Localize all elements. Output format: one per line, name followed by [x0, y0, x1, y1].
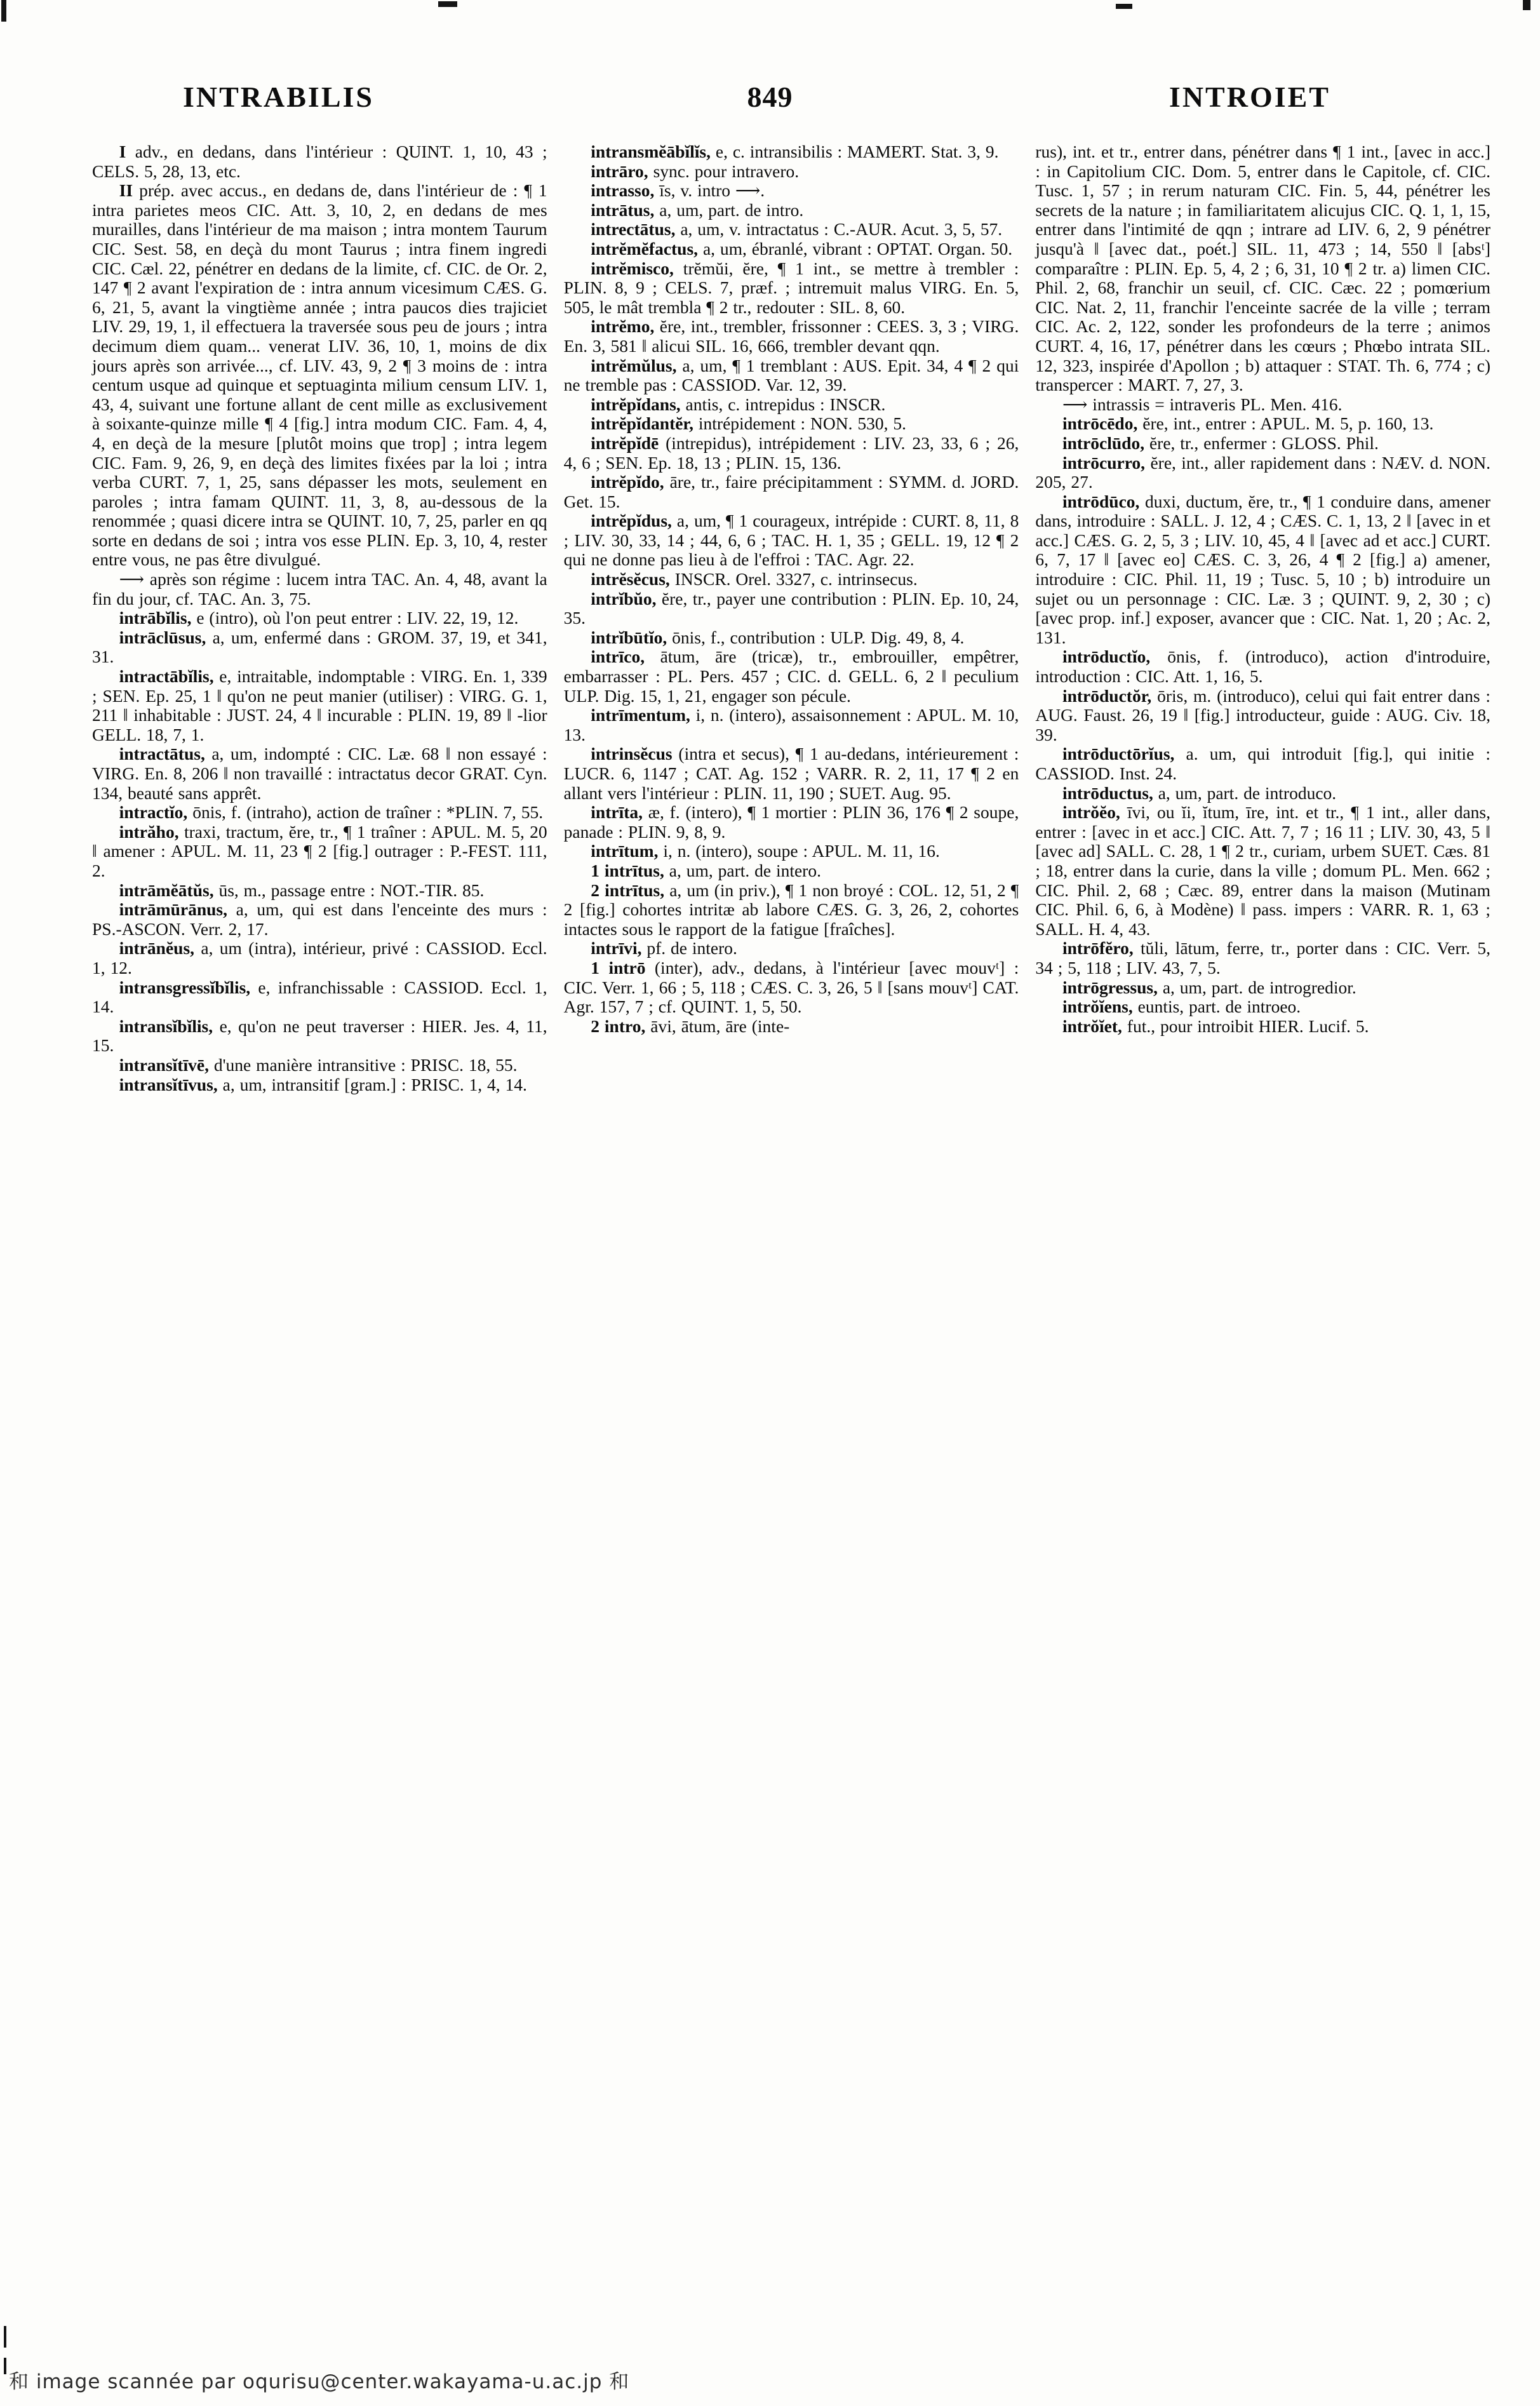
dictionary-entry: intrĕpĭdantĕr, intrépidement : NON. 530, 5. — [591, 413, 906, 434]
headword: intrīvi, — [591, 938, 642, 958]
dictionary-entry: intrĕmo, ĕre, int., trembler, frissonner : CEES. 3, 3 ; VIRG. En. 3, 581 ‖ alicui SIL. 16, 666, trembler devant qqn. — [563, 316, 1019, 356]
dictionary-entry: intrōductŏr, ōris, m. (introduco), celui qui fait entrer dans : AUG. Faust. 26, 19 ‖ [fig.] introducteur, guide : AUG. Civ. 18, 39. — [1035, 685, 1491, 744]
dictionary-entry: intrectātus, a, um, v. intractatus : C.-AUR. Acut. 3, 5, 57. — [591, 219, 1003, 239]
dictionary-entry: intransmĕābĭlĭs, e, c. intransibilis : MAMERT. Stat. 3, 9. — [591, 142, 999, 161]
dictionary-entry: intrāclūsus, a, um, enfermé dans : GROM. 37, 19, et 341, 31. — [92, 627, 547, 667]
headword: intrĭbŭo, — [591, 588, 657, 608]
dictionary-entry: intrĕpĭdē (intrepidus), intrépidement : LIV. 23, 33, 6 ; 26, 4, 6 ; SEN. Ep. 18, 13 ; PLIN. 15, 136. — [563, 433, 1019, 473]
headword: intrōductōrĭus, — [1062, 744, 1175, 764]
dictionary-entry: intrĕpĭdus, a, um, ¶ 1 courageux, intrépide : CURT. 8, 11, 8 ; LIV. 30, 33, 14 ; 44, 6, 6 ; TAC. H. 1, 35 ; GELL. 19, 12 ¶ 2 qui ne donne pas lieu à de l'effroi : TAC. Agr. 22. — [563, 511, 1019, 570]
dictionary-entry: intrinsĕcus (intra et secus), ¶ 1 au-dedans, intérieurement : LUCR. 6, 1147 ; CAT. Ag. 152 ; VARR. R. 2, 11, 17 ¶ 2 en allant vers l'intérieur : PLIN. 11, 190 ; SUET. Aug. 95. — [563, 744, 1019, 803]
headword: intrōductus, — [1062, 783, 1153, 803]
headword: intrinsĕcus — [591, 744, 673, 764]
dictionary-entry: intrŏĕo, īvi, ou ĭi, ĭtum, īre, int. et tr., ¶ 1 int., aller dans, entrer : [avec in et acc.] CIC. Att. 7, 7 ; 16 11 ; LIV. 30, 43, 5 ‖ [avec ad] SALL. C. 28, 1 ¶ 2 tr., curiam, urbem SUET. Cæs. 81 ; 18, entrer dans la curie, dans la ville ; domum PL. Men. 662 ; CIC. Phil. 2, 68 ; Cæc. 89, entrer dans la maison (Mutinam CIC. Phil. 6, 6, à Modène) ‖ pass. impers : VARR. R. 1, 63 ; SALL. H. 4, 43. — [1035, 802, 1491, 939]
headword: intrăho, — [119, 821, 179, 842]
dictionary-entry: intrōductĭo, ōnis, f. (introduco), action d'introduire, introduction : CIC. Att. 1, 16, 5. — [1035, 647, 1491, 687]
dictionary-entry: intrōdūco, duxi, ductum, ĕre, tr., ¶ 1 conduire dans, amener dans, introduire : SALL. J. 12, 4 ; CÆS. C. 1, 13, 2 ‖ [avec in et acc.] CÆS. G. 2, 5, 3 ; LIV. 10, 45, 4 ‖ [avec ad et acc.] CURT. 6, 7, 17 ‖ [avec eo] CÆS. C. 3, 26, 4 ¶ 2 [fig.] a) amener, introduire : CIC. Phil. 11, 19 ; Tusc. 5, 10 ; b) introduire un sujet ou un personnage : CIC. Læ. 3 ; QUINT. 9, 2, 30 ; c) [avec prop. inf.] exposer, avancer que : CIC. Nat. 1, 20 ; Ac. 2, 131. — [1035, 491, 1491, 647]
headword: intrĕpĭdo, — [591, 472, 664, 492]
dictionary-entry: intractĭo, ōnis, f. (intraho), action de traîner : *PLIN. 7, 55. — [119, 802, 544, 823]
headword: intrōductĭo, — [1062, 647, 1151, 667]
dictionary-entry: 1 intrō (inter), adv., dedans, à l'intérieur [avec mouvᵗ] : CIC. Verr. 1, 66 ; 5, 118 ; CÆS. C. 3, 26, 5 ‖ [sans mouvᵗ] CAT. Agr. 157, 7 ; cf. QUINT. 1, 5, 50. — [563, 957, 1019, 1017]
dictionary-entry: intransgressĭbĭlis, e, infranchissable : CASSIOD. Eccl. 1, 14. — [92, 977, 547, 1017]
headword: 2 intro, — [591, 1016, 646, 1036]
headword: intrĕpĭdus, — [591, 511, 672, 531]
dictionary-entry: intrōclūdo, ĕre, tr., enfermer : GLOSS. Phil. — [1062, 433, 1379, 453]
headword: 2 intrītus, — [591, 880, 665, 900]
dictionary-entry: intrŏĭet, fut., pour introibit HIER. Lucif. 5. — [1062, 1016, 1369, 1036]
page-number: 849 — [747, 81, 793, 113]
dictionary-entry: ⟶ après son régime : lucem intra TAC. An. 4, 48, avant la fin du jour, cf. TAC. An. 3, 75. — [92, 569, 547, 608]
headword: intrĕpĭdē — [591, 433, 659, 453]
dictionary-entry: intrīmentum, i, n. (intero), assaisonnement : APUL. M. 10, 13. — [563, 705, 1019, 744]
dictionary-entry: intrĕpĭdans, antis, c. intrepidus : INSCR. — [591, 394, 886, 414]
dictionary-entry: rus), int. et tr., entrer dans, pénétrer dans ¶ 1 int., [avec in acc.] : in Capitolium CIC. Dom. 5, entrer dans le Capitole, cf. CIC. Tusc. 1, 57 ; in rerum naturam CIC. Fin. 5, 44, pénétrer les secrets de la nature ; in familiaritatem alicujus CIC. Q. 1, 1, 15, entrer dans l'intimité de qqn ; intrare ad LIV. 6, 2, 9 pénétrer jusqu'à ‖ [avec dat., poét.] SIL. 11, 473 ; 14, 550 ‖ [absᵗ] comparaître : PLIN. Ep. 5, 4, 2 ; 6, 31, 10 ¶ 2 tr. a) limen CIC. Phil. 2, 68, franchir un seuil, cf. CIC. Cæc. 22 ; pomœrium CIC. Nat. 2, 11, franchir l'enceinte sacrée de la ville ; terram CIC. Ac. 2, 122, sonder les profondeurs de la terre ; animos CURT. 4, 16, 17, pénétrer dans les cœurs ; Phœbo intrata SIL. 12, 323, inspirée d'Apollon ; b) attaquer : STAT. Th. 6, 774 ; c) transpercer : MART. 7, 27, 3. — [1035, 142, 1491, 395]
dictionary-entry: intrātus, a, um, part. de intro. — [591, 199, 804, 220]
scan-artifact — [438, 1, 457, 7]
dictionary-entry: intrāmĕātŭs, ūs, m., passage entre : NOT.-TIR. 85. — [119, 880, 485, 900]
dictionary-entry: intrĭbŭo, ĕre, tr., payer une contribution : PLIN. Ep. 10, 24, 35. — [563, 588, 1019, 628]
dictionary-entry: intrĕsĕcus, INSCR. Orel. 3327, c. intrinsecus. — [591, 569, 918, 589]
headword: 1 intrō — [591, 957, 646, 978]
headword: intractābĭlis, — [119, 666, 214, 687]
headword: intrōclūdo, — [1062, 433, 1145, 453]
headword: intransĭbĭlis, — [119, 1016, 213, 1036]
scan-artifact — [1, 0, 6, 22]
headword: intransgressĭbĭlis, — [119, 977, 251, 997]
dictionary-entry: intrŏĭens, euntis, part. de introeo. — [1062, 997, 1301, 1017]
dictionary-entry: intrĕmisco, trĕmŭi, ĕre, ¶ 1 int., se mettre à trembler : PLIN. 8, 9 ; CELS. 7, præf. ; intremuit malus VIRG. En. 5, 505, le mât trembla ¶ 2 tr., redouter : SIL. 8, 60. — [563, 258, 1019, 317]
dictionary-entry: intrasso, īs, v. intro ⟶. — [591, 180, 765, 201]
headword: intractĭo, — [119, 802, 188, 823]
headword: intrāclūsus, — [119, 627, 206, 647]
dictionary-entry: intransĭtīvē, d'une manière intransitive : PRISC. 18, 55. — [119, 1054, 518, 1075]
headword: intrĕmo, — [591, 316, 655, 337]
headword: intrāmĕātŭs, — [119, 880, 214, 900]
headword: intrōductŏr, — [1062, 685, 1152, 706]
dictionary-entry: intrĭbūtĭo, ōnis, f., contribution : ULP. Dig. 49, 8, 4. — [591, 627, 965, 647]
headword: I — [119, 142, 126, 161]
text-columns — [92, 142, 1490, 1094]
dictionary-entry: ⟶ intrassis = intraveris PL. Men. 416. — [1062, 394, 1342, 414]
dictionary-entry: intrōductōrĭus, a. um, qui introduit [fig.], qui initie : CASSIOD. Inst. 24. — [1035, 744, 1491, 783]
headword: intrĕmŭlus, — [591, 355, 677, 375]
headword: intrōcēdo, — [1062, 413, 1138, 434]
headword: intrāmūrānus, — [119, 899, 227, 920]
dictionary-entry: intrĕmŭlus, a, um, ¶ 1 tremblant : AUS. Epit. 34, 4 ¶ 2 qui ne tremble pas : CASSIOD. Var. 12, 39. — [563, 355, 1019, 395]
scan-artifact — [1523, 0, 1530, 10]
dictionary-entry: intrīvi, pf. de intero. — [591, 938, 737, 958]
dictionary-entry: intrābĭlis, e (intro), où l'on peut entrer : LIV. 22, 19, 12. — [119, 608, 519, 628]
headword: 1 intrītus, — [591, 860, 664, 880]
headword: intrīco, — [591, 647, 645, 667]
headword: intransĭtīvus, — [119, 1074, 218, 1094]
dictionary-entry: intransĭbĭlis, e, qu'on ne peut traverser : HIER. Jes. 4, 11, 15. — [92, 1016, 547, 1056]
headword: intrōcurro, — [1062, 452, 1146, 473]
column-2 — [564, 142, 1019, 1094]
headword: intrātus, — [591, 199, 655, 220]
headword: intrīta, — [591, 802, 643, 823]
headword: intrŏĭet, — [1062, 1016, 1122, 1036]
dictionary-entry: intrāro, sync. pour intravero. — [591, 161, 800, 181]
dictionary-entry: intransĭtīvus, a, um, intransitif [gram.] : PRISC. 1, 4, 14. — [119, 1074, 527, 1094]
headword: intrĕpĭdantĕr, — [591, 413, 693, 434]
dictionary-entry: I adv., en dedans, dans l'intérieur : QUINT. 1, 10, 43 ; CELS. 5, 28, 13, etc. — [92, 142, 547, 181]
dictionary-entry: intrĕmĕfactus, a, um, ébranlé, vibrant : OPTAT. Organ. 50. — [591, 238, 1013, 259]
dictionary-entry: 2 intro, āvi, ātum, āre (inte- — [591, 1016, 790, 1036]
dictionary-entry: intrītum, i, n. (intero), soupe : APUL. M. 11, 16. — [591, 841, 940, 861]
dictionary-entry: intrōcurro, ĕre, int., aller rapidement dans : NÆV. d. NON. 205, 27. — [1035, 452, 1491, 492]
headword: intransĭtīvē, — [119, 1054, 209, 1075]
scan-caption: 和 image scannée par oqurisu@center.wakayama-u.ac.jp 和 — [9, 2370, 630, 2393]
dictionary-entry: intractātus, a, um, indompté : CIC. Læ. 68 ‖ non essayé : VIRG. En. 8, 206 ‖ non travaillé : intractatus decor GRAT. Cyn. 134, beauté sans apprêt. — [92, 744, 547, 803]
headword: intractātus, — [119, 744, 205, 764]
headword: intrāro, — [591, 161, 648, 181]
headword: intrĕsĕcus, — [591, 569, 670, 589]
scan-artifact — [4, 2358, 6, 2374]
dictionary-entry: intrōgressus, a, um, part. de introgredior. — [1062, 977, 1356, 997]
headword: intransmĕābĭlĭs, — [591, 142, 711, 161]
headword: intrŏĭens, — [1062, 997, 1133, 1017]
headword: intrānĕus, — [119, 938, 195, 958]
dictionary-entry: intrōductus, a, um, part. de introduco. — [1062, 783, 1337, 803]
dictionary-entry: intrăho, traxi, tractum, ĕre, tr., ¶ 1 traîner : APUL. M. 5, 20 ‖ amener : APUL. M. 11, 23 ¶ 2 [fig.] outrager : P.-FEST. 111, 2. — [92, 821, 547, 880]
headword: intrōfĕro, — [1062, 938, 1134, 958]
dictionary-entry: intrĕpĭdo, āre, tr., faire précipitamment : SYMM. d. JORD. Get. 15. — [563, 472, 1019, 511]
dictionary-entry: intrīta, æ, f. (intero), ¶ 1 mortier : PLIN 36, 176 ¶ 2 soupe, panade : PLIN. 9, 8, 9. — [563, 802, 1019, 842]
dictionary-entry: intrīco, ātum, āre (tricæ), tr., embrouiller, empêtrer, embarrasser : PL. Pers. 457 ; CIC. d. GELL. 6, 2 ‖ peculium ULP. Dig. 15, 1, 21, engager son pécule. — [563, 647, 1019, 706]
header-left-catchword: INTRABILIS — [183, 81, 374, 113]
headword: intrasso, — [591, 180, 655, 201]
headword: intrōdūco, — [1062, 491, 1140, 511]
headword: intrōgressus, — [1062, 977, 1158, 997]
headword: intrŏĕo, — [1062, 802, 1120, 823]
dictionary-entry: intrōcēdo, ĕre, int., entrer : APUL. M. 5, p. 160, 13. — [1062, 413, 1434, 434]
headword: intrīmentum, — [591, 705, 690, 725]
scan-artifact — [1116, 4, 1132, 9]
column-1 — [92, 142, 547, 1094]
headword: intrĕmisco, — [591, 258, 674, 278]
dictionary-entry: II prép. avec accus., en dedans de, dans l'intérieur de : ¶ 1 intra parietes meos CIC. Att. 3, 10, 2, en dedans de mes murailles, dans l'intérieur de ma maison ; intra montem Taurum CIC. Sest. 58, en deçà du mont Taurus ; intra finem ingredi CIC. Cæl. 22, pénétrer en dedans de la limite, cf. CIC. de Or. 2, 147 ¶ 2 avant l'expiration de : intra annum vicesimum CÆS. G. 6, 21, 5, avant la vingtième année ; intra paucos dies trajiciet LIV. 29, 19, 1, il effectuera la traversée sous peu de jours ; intra decimum diem quam... venerat LIV. 36, 10, 1, moins de dix jours après son arrivée..., cf. LIV. 43, 9, 2 ¶ 3 moins de : intra centum usque ad quinque et septuaginta milium censum LIV. 1, 43, 4, suivant une fortune allant de cent mille as exclusivement à soixante-quinze mille ¶ 4 [fig.] intra modum CIC. Fam. 4, 4, 4, en deçà de la mesure [plutôt moins que trop] ; intra legem CIC. Fam. 9, 26, 9, en deçà des limites fixées par la loi ; intra verba CURT. 7, 1, 25, sans dépasser les mots, seulement en paroles ; intra famam QUINT. 11, 3, 8, au-dessous de la renommée ; quasi dicere intra se QUINT. 10, 7, 25, parler en qq sorte en dedans de soi ; intra vos esse PLIN. Ep. 3, 10, 4, rester entre vous, ne pas être divulgué. — [92, 180, 547, 570]
headword: II — [119, 180, 133, 201]
dictionary-entry: intrāmūrānus, a, um, qui est dans l'enceinte des murs : PS.-ASCON. Verr. 2, 17. — [92, 899, 547, 939]
headword: intrĕmĕfactus, — [591, 238, 699, 259]
dictionary-entry: 1 intrītus, a, um, part. de intero. — [591, 860, 821, 880]
dictionary-entry: intrōfĕro, tŭli, lātum, ferre, tr., porter dans : CIC. Verr. 5, 34 ; 5, 118 ; LIV. 43, 7, 5. — [1035, 938, 1491, 978]
running-head — [0, 80, 1540, 114]
headword: intrītum, — [591, 841, 659, 861]
scan-artifact — [4, 2326, 6, 2348]
header-right-catchword: INTROIET — [1168, 81, 1330, 113]
column-3 — [1035, 142, 1490, 1094]
headword: intrĭbūtĭo, — [591, 627, 667, 647]
dictionary-entry: 2 intrītus, a, um (in priv.), ¶ 1 non broyé : COL. 12, 51, 2 ¶ 2 [fig.] cohortes intritæ ab labore CÆS. G. 3, 26, 2, cohortes intactes sous le rapport de la fatigue [fraîches]. — [563, 880, 1019, 939]
dictionary-entry: intractābĭlis, e, intraitable, indomptable : VIRG. En. 1, 339 ; SEN. Ep. 25, 1 ‖ qu'on ne peut manier (utiliser) : VIRG. G. 1, 211 ‖ inhabitable : JUST. 24, 4 ‖ incurable : PLIN. 19, 89 ‖ -lior GELL. 18, 7, 1. — [92, 666, 547, 744]
headword: intrābĭlis, — [119, 608, 192, 628]
dictionary-entry: intrānĕus, a, um (intra), intérieur, privé : CASSIOD. Eccl. 1, 12. — [92, 938, 547, 978]
headword: intrectātus, — [591, 219, 676, 239]
headword: intrĕpĭdans, — [591, 394, 681, 414]
